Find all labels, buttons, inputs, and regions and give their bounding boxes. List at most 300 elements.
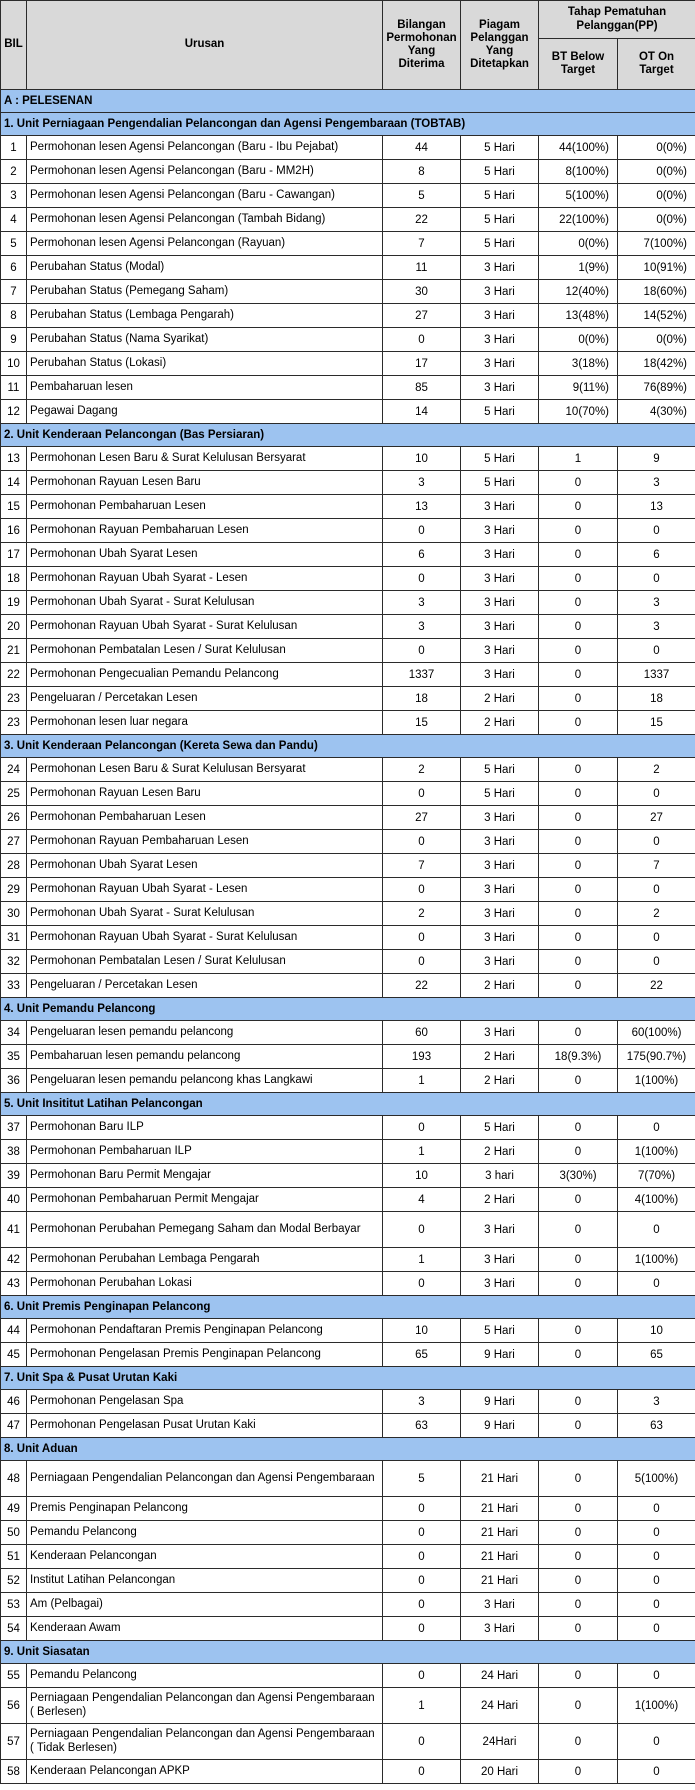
cell-ot: 175(90.7%)	[618, 1045, 695, 1069]
table-row	[1, 711, 695, 735]
cell-bilangan: 1337	[383, 663, 461, 687]
cell-bt: 0	[539, 1617, 618, 1641]
cell-bt: 0	[539, 495, 618, 519]
cell-bt: 0	[539, 1272, 618, 1296]
cell-bilangan: 0	[383, 1617, 461, 1641]
table-row	[1, 543, 695, 567]
cell-piagam: 3 Hari	[461, 1617, 539, 1641]
cell-urusan: Permohonan Perubahan Lokasi	[27, 1272, 383, 1296]
cell-bil: 54	[1, 1617, 27, 1641]
cell-ot: 1(100%)	[618, 1688, 695, 1724]
cell-bil: 25	[1, 782, 27, 806]
cell-ot: 9	[618, 447, 695, 471]
cell-urusan: Permohonan Rayuan Lesen Baru	[27, 471, 383, 495]
cell-urusan: Perniagaan Pengendalian Pelancongan dan Agensi Pengembaraan ( Tidak Berlesen)	[27, 1724, 383, 1760]
cell-urusan: Pengeluaran / Percetakan Lesen	[27, 687, 383, 711]
cell-urusan: Kenderaan Awam	[27, 1617, 383, 1641]
cell-bil: 44	[1, 1319, 27, 1343]
section-title: 2. Unit Kenderaan Pelancongan (Bas Persiaran)	[1, 424, 695, 447]
table-row	[1, 830, 695, 854]
cell-bil: 48	[1, 1461, 27, 1497]
cell-ot: 0	[618, 1521, 695, 1545]
table-row	[1, 1724, 695, 1760]
section-row	[1, 1438, 695, 1461]
cell-urusan: Am (Pelbagai)	[27, 1593, 383, 1617]
table-row	[1, 1212, 695, 1248]
cell-bt: 0	[539, 471, 618, 495]
cell-bilangan: 0	[383, 1664, 461, 1688]
table-row	[1, 687, 695, 711]
cell-ot: 5(100%)	[618, 1461, 695, 1497]
cell-bilangan: 11	[383, 256, 461, 280]
table-row	[1, 591, 695, 615]
cell-bil: 21	[1, 639, 27, 663]
table-row	[1, 1069, 695, 1093]
cell-bilangan: 63	[383, 1414, 461, 1438]
cell-bilangan: 0	[383, 1272, 461, 1296]
cell-piagam: 5 Hari	[461, 471, 539, 495]
cell-urusan: Permohonan Rayuan Ubah Syarat - Surat Kelulusan	[27, 926, 383, 950]
table-row	[1, 160, 695, 184]
cell-bt: 0	[539, 543, 618, 567]
cell-urusan: Permohonan Rayuan Pembaharuan Lesen	[27, 519, 383, 543]
cell-urusan: Permohonan Lesen Baru & Surat Kelulusan Bersyarat	[27, 447, 383, 471]
cell-bilangan: 0	[383, 1545, 461, 1569]
cell-bilangan: 60	[383, 1021, 461, 1045]
cell-piagam: 9 Hari	[461, 1343, 539, 1367]
cell-ot: 0(0%)	[618, 208, 695, 232]
cell-bil: 58	[1, 1760, 27, 1784]
table-row	[1, 471, 695, 495]
cell-bilangan: 17	[383, 352, 461, 376]
cell-bt: 13(48%)	[539, 304, 618, 328]
table-row	[1, 1116, 695, 1140]
cell-piagam: 3 Hari	[461, 1212, 539, 1248]
section-title: 5. Unit Insititut Latihan Pelancongan	[1, 1093, 695, 1116]
cell-piagam: 2 Hari	[461, 1188, 539, 1212]
cell-piagam: 24 Hari	[461, 1688, 539, 1724]
cell-bt: 0	[539, 1021, 618, 1045]
cell-ot: 18(60%)	[618, 280, 695, 304]
cell-ot: 3	[618, 591, 695, 615]
table-row	[1, 1164, 695, 1188]
cell-ot: 0	[618, 1593, 695, 1617]
section-title: 3. Unit Kenderaan Pelancongan (Kereta Sewa dan Pandu)	[1, 735, 695, 758]
cell-urusan: Permohonan Pengelasan Pusat Urutan Kaki	[27, 1414, 383, 1438]
section-row	[1, 1641, 695, 1664]
cell-ot: 0	[618, 519, 695, 543]
section-row	[1, 90, 695, 113]
cell-bil: 23	[1, 711, 27, 735]
cell-piagam: 21 Hari	[461, 1545, 539, 1569]
table-row	[1, 400, 695, 424]
cell-piagam: 5 Hari	[461, 782, 539, 806]
table-row	[1, 328, 695, 352]
cell-bt: 0	[539, 1569, 618, 1593]
cell-bt: 0	[539, 1545, 618, 1569]
table-row	[1, 208, 695, 232]
cell-bilangan: 27	[383, 806, 461, 830]
cell-bil: 55	[1, 1664, 27, 1688]
cell-piagam: 24 Hari	[461, 1664, 539, 1688]
table-row	[1, 495, 695, 519]
cell-piagam: 21 Hari	[461, 1521, 539, 1545]
cell-bilangan: 7	[383, 854, 461, 878]
cell-bil: 11	[1, 376, 27, 400]
cell-bilangan: 7	[383, 232, 461, 256]
cell-urusan: Pemandu Pelancong	[27, 1664, 383, 1688]
cell-bil: 42	[1, 1248, 27, 1272]
cell-bt: 0	[539, 615, 618, 639]
cell-bil: 22	[1, 663, 27, 687]
cell-piagam: 5 Hari	[461, 160, 539, 184]
cell-urusan: Pengeluaran lesen pemandu pelancong khas Langkawi	[27, 1069, 383, 1093]
cell-bt: 0	[539, 902, 618, 926]
section-title: 9. Unit Siasatan	[1, 1641, 695, 1664]
cell-bilangan: 27	[383, 304, 461, 328]
cell-bilangan: 18	[383, 687, 461, 711]
cell-bilangan: 0	[383, 878, 461, 902]
section-row	[1, 1093, 695, 1116]
cell-bt: 0	[539, 878, 618, 902]
cell-bilangan: 4	[383, 1188, 461, 1212]
cell-bilangan: 0	[383, 782, 461, 806]
cell-piagam: 3 Hari	[461, 567, 539, 591]
table-row	[1, 352, 695, 376]
table-row	[1, 854, 695, 878]
cell-ot: 0	[618, 1569, 695, 1593]
cell-urusan: Permohonan Pembaharuan Permit Mengajar	[27, 1188, 383, 1212]
cell-bil: 46	[1, 1390, 27, 1414]
cell-piagam: 3 Hari	[461, 615, 539, 639]
cell-bil: 57	[1, 1724, 27, 1760]
cell-piagam: 3 Hari	[461, 806, 539, 830]
cell-piagam: 2 Hari	[461, 711, 539, 735]
cell-ot: 4(30%)	[618, 400, 695, 424]
cell-bilangan: 85	[383, 376, 461, 400]
section-title: 1. Unit Perniagaan Pengendalian Pelancongan dan Agensi Pengembaraan (TOBTAB)	[1, 113, 695, 136]
cell-bilangan: 0	[383, 328, 461, 352]
cell-piagam: 3 Hari	[461, 639, 539, 663]
cell-ot: 7(100%)	[618, 232, 695, 256]
table-row	[1, 1521, 695, 1545]
cell-urusan: Permohonan Ubah Syarat - Surat Kelulusan	[27, 591, 383, 615]
table-row	[1, 567, 695, 591]
cell-urusan: Permohonan Rayuan Ubah Syarat - Surat Kelulusan	[27, 615, 383, 639]
cell-ot: 6	[618, 543, 695, 567]
cell-bilangan: 65	[383, 1343, 461, 1367]
cell-bt: 18(9.3%)	[539, 1045, 618, 1069]
cell-bt: 0	[539, 782, 618, 806]
cell-bil: 43	[1, 1272, 27, 1296]
cell-urusan: Permohonan Lesen Baru & Surat Kelulusan Bersyarat	[27, 758, 383, 782]
cell-bt: 0	[539, 687, 618, 711]
cell-ot: 0	[618, 639, 695, 663]
table-row	[1, 184, 695, 208]
table-row	[1, 926, 695, 950]
cell-piagam: 3 Hari	[461, 495, 539, 519]
cell-bilangan: 10	[383, 1319, 461, 1343]
cell-bilangan: 22	[383, 208, 461, 232]
cell-piagam: 3 Hari	[461, 902, 539, 926]
cell-bilangan: 0	[383, 1724, 461, 1760]
cell-bil: 47	[1, 1414, 27, 1438]
cell-ot: 0(0%)	[618, 328, 695, 352]
cell-urusan: Permohonan Pengecualian Pemandu Pelancong	[27, 663, 383, 687]
cell-piagam: 5 Hari	[461, 1319, 539, 1343]
cell-bil: 26	[1, 806, 27, 830]
cell-bil: 10	[1, 352, 27, 376]
section-title: 7. Unit Spa & Pusat Urutan Kaki	[1, 1367, 695, 1390]
table-row	[1, 1593, 695, 1617]
cell-piagam: 21 Hari	[461, 1461, 539, 1497]
cell-bil: 29	[1, 878, 27, 902]
cell-bil: 41	[1, 1212, 27, 1248]
cell-ot: 0	[618, 1272, 695, 1296]
cell-piagam: 3 Hari	[461, 878, 539, 902]
cell-bil: 50	[1, 1521, 27, 1545]
cell-urusan: Permohonan Pengelasan Spa	[27, 1390, 383, 1414]
cell-bilangan: 14	[383, 400, 461, 424]
cell-bil: 23	[1, 687, 27, 711]
header-ot: OT On Target	[618, 39, 695, 90]
table-row	[1, 1188, 695, 1212]
cell-bil: 38	[1, 1140, 27, 1164]
cell-piagam: 3 Hari	[461, 519, 539, 543]
cell-piagam: 5 Hari	[461, 1116, 539, 1140]
table-row	[1, 1461, 695, 1497]
cell-bilangan: 0	[383, 1593, 461, 1617]
cell-urusan: Pegawai Dagang	[27, 400, 383, 424]
table-row	[1, 280, 695, 304]
cell-urusan: Permohonan lesen luar negara	[27, 711, 383, 735]
cell-urusan: Pembaharuan lesen	[27, 376, 383, 400]
cell-bt: 1(9%)	[539, 256, 618, 280]
cell-urusan: Permohonan Rayuan Ubah Syarat - Lesen	[27, 567, 383, 591]
cell-bilangan: 5	[383, 184, 461, 208]
cell-urusan: Institut Latihan Pelancongan	[27, 1569, 383, 1593]
table-row	[1, 1272, 695, 1296]
cell-ot: 3	[618, 1390, 695, 1414]
cell-piagam: 3 Hari	[461, 352, 539, 376]
cell-bil: 8	[1, 304, 27, 328]
cell-urusan: Perubahan Status (Lembaga Pengarah)	[27, 304, 383, 328]
cell-piagam: 3 Hari	[461, 830, 539, 854]
cell-piagam: 5 Hari	[461, 400, 539, 424]
cell-urusan: Permohonan Perubahan Pemegang Saham dan Modal Berbayar	[27, 1212, 383, 1248]
table-row	[1, 1545, 695, 1569]
cell-urusan: Kenderaan Pelancongan	[27, 1545, 383, 1569]
cell-ot: 7(70%)	[618, 1164, 695, 1188]
cell-bt: 0	[539, 567, 618, 591]
cell-bil: 16	[1, 519, 27, 543]
cell-bilangan: 0	[383, 1212, 461, 1248]
cell-bt: 0	[539, 806, 618, 830]
cell-bil: 20	[1, 615, 27, 639]
table-row	[1, 1140, 695, 1164]
cell-ot: 65	[618, 1343, 695, 1367]
section-title: 4. Unit Pemandu Pelancong	[1, 998, 695, 1021]
cell-piagam: 21 Hari	[461, 1569, 539, 1593]
cell-bilangan: 0	[383, 1760, 461, 1784]
cell-piagam: 5 Hari	[461, 208, 539, 232]
cell-bil: 13	[1, 447, 27, 471]
cell-urusan: Perniagaan Pengendalian Pelancongan dan Agensi Pengembaraan	[27, 1461, 383, 1497]
cell-bt: 0	[539, 1140, 618, 1164]
cell-piagam: 2 Hari	[461, 1045, 539, 1069]
cell-bt: 0	[539, 663, 618, 687]
cell-ot: 3	[618, 615, 695, 639]
cell-bil: 45	[1, 1343, 27, 1367]
cell-bil: 12	[1, 400, 27, 424]
cell-bt: 0(0%)	[539, 232, 618, 256]
cell-bilangan: 0	[383, 1497, 461, 1521]
cell-piagam: 9 Hari	[461, 1390, 539, 1414]
cell-bil: 34	[1, 1021, 27, 1045]
cell-piagam: 2 Hari	[461, 1140, 539, 1164]
cell-bil: 3	[1, 184, 27, 208]
cell-bilangan: 0	[383, 926, 461, 950]
table-row	[1, 1319, 695, 1343]
cell-ot: 18(42%)	[618, 352, 695, 376]
cell-bilangan: 30	[383, 280, 461, 304]
cell-bil: 7	[1, 280, 27, 304]
table-row	[1, 1497, 695, 1521]
cell-ot: 63	[618, 1414, 695, 1438]
cell-bt: 0	[539, 830, 618, 854]
table-row	[1, 758, 695, 782]
cell-ot: 1(100%)	[618, 1140, 695, 1164]
cell-bilangan: 10	[383, 447, 461, 471]
cell-piagam: 5 Hari	[461, 184, 539, 208]
table-row	[1, 519, 695, 543]
cell-ot: 0(0%)	[618, 184, 695, 208]
cell-ot: 13	[618, 495, 695, 519]
cell-ot: 1337	[618, 663, 695, 687]
table-row	[1, 1760, 695, 1784]
cell-bilangan: 10	[383, 1164, 461, 1188]
table-row	[1, 1414, 695, 1438]
section-title: 8. Unit Aduan	[1, 1438, 695, 1461]
cell-ot: 18	[618, 687, 695, 711]
cell-ot: 0	[618, 1212, 695, 1248]
cell-bilangan: 5	[383, 1461, 461, 1497]
cell-bil: 37	[1, 1116, 27, 1140]
cell-urusan: Permohonan lesen Agensi Pelancongan (Rayuan)	[27, 232, 383, 256]
cell-bil: 9	[1, 328, 27, 352]
cell-urusan: Permohonan lesen Agensi Pelancongan (Baru - MM2H)	[27, 160, 383, 184]
cell-ot: 0	[618, 567, 695, 591]
cell-urusan: Perubahan Status (Lokasi)	[27, 352, 383, 376]
cell-piagam: 21 Hari	[461, 1497, 539, 1521]
cell-piagam: 3 Hari	[461, 926, 539, 950]
cell-ot: 1(100%)	[618, 1069, 695, 1093]
cell-urusan: Permohonan Pembaharuan Lesen	[27, 495, 383, 519]
cell-urusan: Pengeluaran / Percetakan Lesen	[27, 974, 383, 998]
cell-ot: 15	[618, 711, 695, 735]
cell-bil: 31	[1, 926, 27, 950]
cell-urusan: Pemandu Pelancong	[27, 1521, 383, 1545]
cell-ot: 0(0%)	[618, 136, 695, 160]
cell-ot: 0	[618, 1116, 695, 1140]
cell-ot: 60(100%)	[618, 1021, 695, 1045]
cell-bt: 44(100%)	[539, 136, 618, 160]
table-row	[1, 1390, 695, 1414]
cell-bt: 8(100%)	[539, 160, 618, 184]
cell-bil: 33	[1, 974, 27, 998]
cell-bil: 17	[1, 543, 27, 567]
cell-bilangan: 15	[383, 711, 461, 735]
table-row	[1, 232, 695, 256]
cell-urusan: Permohonan Ubah Syarat - Surat Kelulusan	[27, 902, 383, 926]
header-urusan: Urusan	[27, 1, 383, 90]
cell-piagam: 3 Hari	[461, 950, 539, 974]
cell-bilangan: 44	[383, 136, 461, 160]
cell-urusan: Permohonan Pendaftaran Premis Penginapan Pelancong	[27, 1319, 383, 1343]
cell-ot: 1(100%)	[618, 1248, 695, 1272]
cell-ot: 0	[618, 926, 695, 950]
cell-ot: 0	[618, 878, 695, 902]
cell-urusan: Perniagaan Pengendalian Pelancongan dan Agensi Pengembaraan ( Berlesen)	[27, 1688, 383, 1724]
header-row	[1, 1, 695, 39]
cell-bil: 35	[1, 1045, 27, 1069]
cell-urusan: Permohonan lesen Agensi Pelancongan (Baru - Cawangan)	[27, 184, 383, 208]
cell-bilangan: 1	[383, 1069, 461, 1093]
cell-urusan: Pengeluaran lesen pemandu pelancong	[27, 1021, 383, 1045]
cell-bil: 53	[1, 1593, 27, 1617]
cell-ot: 10(91%)	[618, 256, 695, 280]
section-title: 6. Unit Premis Penginapan Pelancong	[1, 1296, 695, 1319]
cell-ot: 2	[618, 902, 695, 926]
cell-piagam: 5 Hari	[461, 232, 539, 256]
section-row	[1, 1367, 695, 1390]
table-row	[1, 1617, 695, 1641]
cell-bilangan: 0	[383, 519, 461, 543]
cell-ot: 7	[618, 854, 695, 878]
cell-bil: 52	[1, 1569, 27, 1593]
cell-ot: 0	[618, 1724, 695, 1760]
cell-piagam: 3 Hari	[461, 1021, 539, 1045]
cell-ot: 10	[618, 1319, 695, 1343]
cell-piagam: 2 Hari	[461, 974, 539, 998]
cell-ot: 0	[618, 782, 695, 806]
cell-bt: 0	[539, 519, 618, 543]
header-tahap: Tahap Pematuhan Pelanggan(PP)	[539, 1, 695, 39]
cell-urusan: Perubahan Status (Nama Syarikat)	[27, 328, 383, 352]
table-row	[1, 1045, 695, 1069]
cell-bilangan: 2	[383, 902, 461, 926]
cell-bt: 0	[539, 1724, 618, 1760]
cell-bt: 0	[539, 1760, 618, 1784]
cell-bil: 19	[1, 591, 27, 615]
cell-urusan: Permohonan lesen Agensi Pelancongan (Tambah Bidang)	[27, 208, 383, 232]
cell-bil: 4	[1, 208, 27, 232]
cell-urusan: Permohonan Rayuan Lesen Baru	[27, 782, 383, 806]
cell-bil: 28	[1, 854, 27, 878]
cell-urusan: Permohonan Pengelasan Premis Penginapan Pelancong	[27, 1343, 383, 1367]
cell-bilangan: 0	[383, 1521, 461, 1545]
cell-piagam: 3 Hari	[461, 591, 539, 615]
cell-bilangan: 193	[383, 1045, 461, 1069]
cell-bil: 1	[1, 136, 27, 160]
cell-piagam: 2 Hari	[461, 687, 539, 711]
cell-bt: 0	[539, 854, 618, 878]
cell-urusan: Permohonan Ubah Syarat Lesen	[27, 543, 383, 567]
cell-ot: 0	[618, 1664, 695, 1688]
cell-bilangan: 0	[383, 1569, 461, 1593]
header-bil: BIL	[1, 1, 27, 90]
cell-urusan: Permohonan Pembatalan Lesen / Surat Kelulusan	[27, 639, 383, 663]
